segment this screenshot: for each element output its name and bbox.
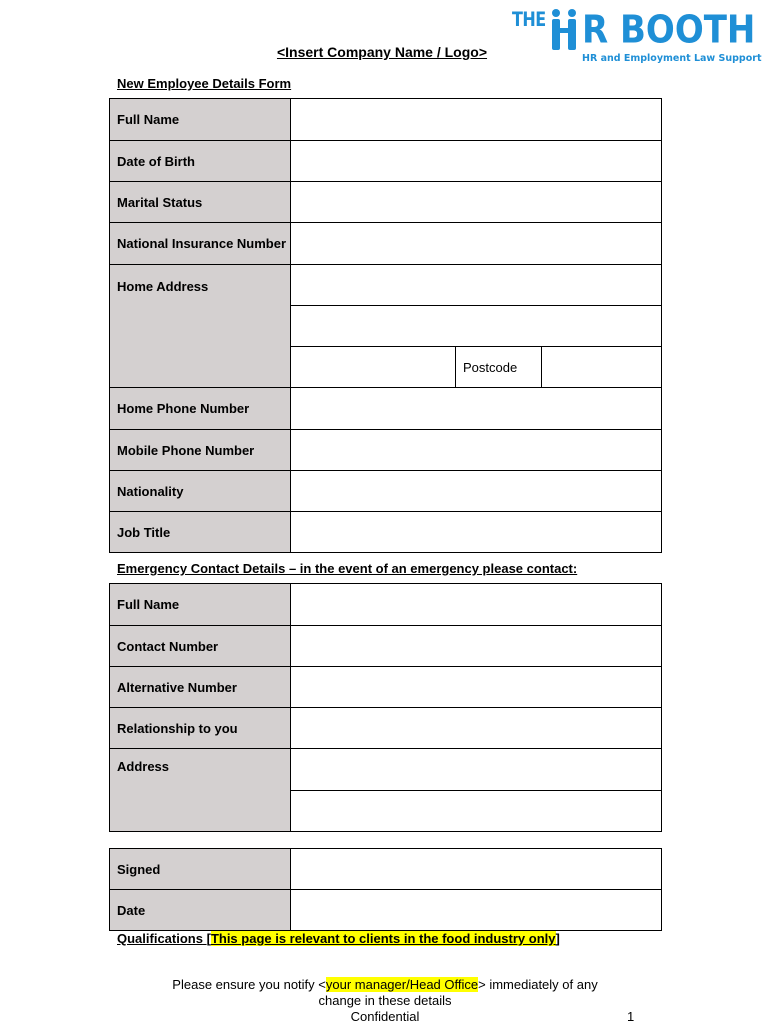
home-phone-field[interactable] (291, 388, 662, 430)
nationality-label: Nationality (110, 471, 291, 512)
emergency-address-label-text: Address (117, 759, 170, 774)
employee-details-table (109, 98, 662, 553)
signature-table (109, 848, 662, 931)
page-number: 1 (627, 1009, 635, 1024)
ni-number-label: National Insurance Number (110, 223, 291, 265)
date-field[interactable] (291, 890, 662, 931)
alternative-number-field[interactable] (291, 667, 662, 708)
dob-field[interactable] (291, 141, 662, 182)
logo-tagline: HR and Employment Law Support (582, 53, 762, 64)
home-phone-label: Home Phone Number (110, 388, 291, 430)
dob-label: Date of Birth (110, 141, 291, 182)
relationship-field[interactable] (291, 708, 662, 749)
company-name-placeholder (0, 44, 770, 60)
footer-notice-before: Please ensure you notify < (172, 977, 326, 992)
emergency-contact-table (109, 583, 662, 832)
signed-label: Signed (110, 849, 291, 890)
alternative-number-label: Alternative Number (110, 667, 291, 708)
ni-number-field[interactable] (291, 223, 662, 265)
full-name-field[interactable] (291, 99, 662, 141)
marital-status-label: Marital Status (110, 182, 291, 223)
qualifications-heading (117, 931, 560, 946)
marital-status-field[interactable] (291, 182, 662, 223)
emergency-full-name-field[interactable] (291, 584, 662, 626)
job-title-field[interactable] (291, 512, 662, 553)
qualifications-bracket-close: ] (555, 931, 560, 946)
signed-field[interactable] (291, 849, 662, 890)
confidential-label: Confidential (350, 1009, 420, 1024)
footer-notice-line-1 (0, 977, 770, 993)
emergency-address-label (110, 749, 291, 832)
address-line-1-field[interactable] (291, 265, 662, 306)
address-line-2-field[interactable] (291, 306, 662, 347)
home-address-label-text: Home Address (117, 279, 209, 294)
footer-notice-highlight: your manager/Head Office (325, 977, 479, 992)
contact-number-field[interactable] (291, 626, 662, 667)
footer-notice-after: > immediately of any (478, 977, 598, 992)
qualifications-bracket-open: [ (206, 931, 211, 946)
contact-number-label: Contact Number (110, 626, 291, 667)
emergency-address-line-2-field[interactable] (291, 791, 662, 832)
footer-notice-line-2: change in these details (318, 993, 452, 1008)
employee-section-title: New Employee Details Form (117, 76, 292, 91)
postcode-label: Postcode (456, 347, 542, 388)
home-address-label (110, 265, 291, 388)
company-name-text: <Insert Company Name / Logo> (276, 44, 488, 60)
mobile-phone-label: Mobile Phone Number (110, 430, 291, 471)
date-label: Date (110, 890, 291, 931)
emergency-address-line-1-field[interactable] (291, 749, 662, 791)
logo-brand-text: R BOOTH (582, 8, 756, 53)
full-name-label: Full Name (110, 99, 291, 141)
address-line-3-field[interactable] (291, 347, 456, 388)
qualifications-label: Qualifications (117, 931, 203, 946)
qualifications-note: This page is relevant to clients in the food industry only (210, 931, 556, 946)
postcode-field[interactable] (542, 347, 662, 388)
nationality-field[interactable] (291, 471, 662, 512)
relationship-label: Relationship to you (110, 708, 291, 749)
footer-notice (0, 977, 770, 1009)
logo-the-text: THE (512, 8, 546, 31)
job-title-label: Job Title (110, 512, 291, 553)
mobile-phone-field[interactable] (291, 430, 662, 471)
emergency-section-title: Emergency Contact Details – in the event of an emergency please contact: (117, 561, 578, 576)
emergency-full-name-label: Full Name (110, 584, 291, 626)
